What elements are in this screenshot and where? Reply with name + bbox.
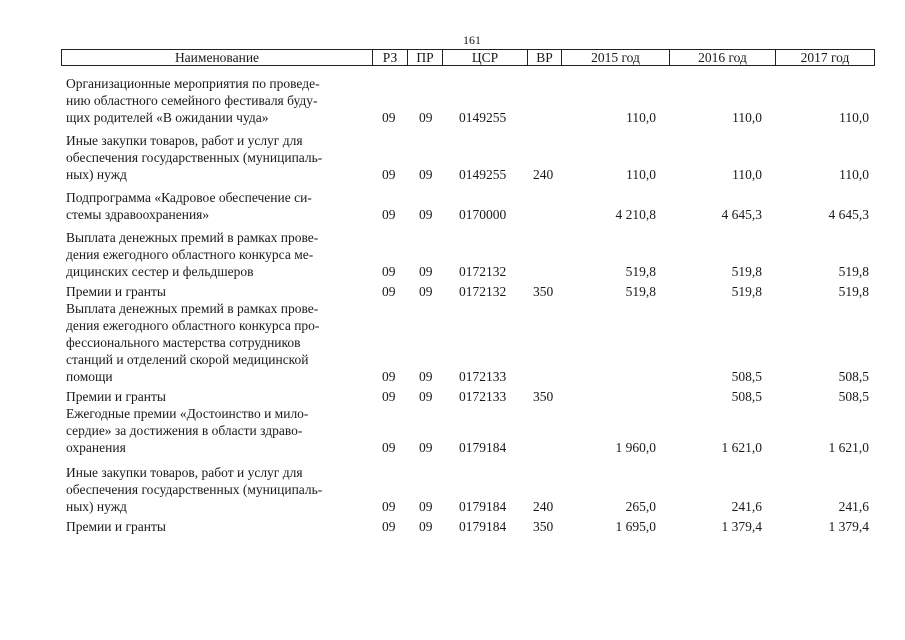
row-pr: 09 <box>419 499 433 514</box>
row-2017: 519,8 <box>838 284 869 299</box>
row-2017: 519,8 <box>838 264 869 279</box>
row-2015: 265,0 <box>625 499 656 514</box>
row-2015: 110,0 <box>626 167 656 182</box>
row-2017: 4 645,3 <box>828 207 869 222</box>
row-2016: 1 621,0 <box>721 440 762 455</box>
row-name: Иные закупки товаров, работ и услуг для обеспечения государственных (муниципаль- ных) нужд <box>66 133 323 182</box>
row-pr: 09 <box>419 440 433 455</box>
table-row <box>66 464 875 515</box>
row-name: Организационные мероприятия по проведе- нию областного семейного фестиваля буду- щих родителей «В ожидании чуда» <box>66 76 320 125</box>
table-row <box>66 405 875 456</box>
table-header <box>61 49 875 66</box>
row-pr: 09 <box>419 369 433 384</box>
row-rz: 09 <box>382 167 396 182</box>
row-2017: 1 379,4 <box>828 519 869 534</box>
header-name: Наименование <box>62 50 373 65</box>
row-name: Премии и гранты <box>66 284 166 299</box>
row-2016: 508,5 <box>731 389 762 404</box>
row-2016: 4 645,3 <box>721 207 762 222</box>
row-pr: 09 <box>419 167 433 182</box>
header-2015: 2015 год <box>562 50 670 65</box>
row-name: Подпрограмма «Кадровое обеспечение си- стемы здравоохранения» <box>66 190 312 222</box>
row-2017: 241,6 <box>838 499 869 514</box>
row-rz: 09 <box>382 519 396 534</box>
row-pr: 09 <box>419 207 433 222</box>
row-2017: 110,0 <box>839 110 869 125</box>
row-2016: 508,5 <box>731 369 762 384</box>
header-pr: ПР <box>408 50 443 65</box>
row-rz: 09 <box>382 264 396 279</box>
row-rz: 09 <box>382 369 396 384</box>
row-rz: 09 <box>382 284 396 299</box>
row-name: Выплата денежных премий в рамках прове- дения ежегодного областного конкурса ме- дицинских сестер и фельдшеров <box>66 230 319 279</box>
row-csr: 0149255 <box>459 167 507 182</box>
row-name: Иные закупки товаров, работ и услуг для обеспечения государственных (муниципаль- ных) нужд <box>66 465 323 514</box>
row-pr: 09 <box>419 284 433 299</box>
row-vr: 350 <box>533 389 554 404</box>
header-2016: 2016 год <box>670 50 776 65</box>
row-2017: 508,5 <box>838 369 869 384</box>
table-row <box>66 300 875 385</box>
header-vr: ВР <box>528 50 562 65</box>
row-2015: 110,0 <box>626 110 656 125</box>
row-2016: 110,0 <box>732 167 762 182</box>
table-row <box>66 229 875 280</box>
row-csr: 0172132 <box>459 264 507 279</box>
row-rz: 09 <box>382 389 396 404</box>
row-vr: 350 <box>533 284 554 299</box>
row-name: Премии и гранты <box>66 389 166 404</box>
row-vr: 240 <box>533 167 554 182</box>
page-number: 161 <box>463 33 481 47</box>
row-2017: 1 621,0 <box>828 440 869 455</box>
row-2016: 1 379,4 <box>721 519 762 534</box>
row-2017: 508,5 <box>838 389 869 404</box>
row-rz: 09 <box>382 110 396 125</box>
row-pr: 09 <box>419 389 433 404</box>
row-vr: 350 <box>533 519 554 534</box>
row-rz: 09 <box>382 440 396 455</box>
row-2015: 519,8 <box>625 264 656 279</box>
row-2016: 110,0 <box>732 110 762 125</box>
table-row <box>66 132 875 183</box>
row-csr: 0179184 <box>459 519 507 534</box>
header-csr: ЦСР <box>443 50 528 65</box>
row-csr: 0179184 <box>459 499 507 514</box>
row-vr: 240 <box>533 499 554 514</box>
row-pr: 09 <box>419 264 433 279</box>
row-2015: 1 695,0 <box>615 519 656 534</box>
row-name: Премии и гранты <box>66 519 166 534</box>
table-row <box>66 388 875 405</box>
row-2016: 519,8 <box>731 264 762 279</box>
row-csr: 0149255 <box>459 110 507 125</box>
row-pr: 09 <box>419 519 433 534</box>
header-2017: 2017 год <box>800 50 850 65</box>
row-name: Ежегодные премии «Достоинство и мило- сердие» за достижения в области здраво- охранения <box>66 406 309 455</box>
table-row <box>66 75 875 126</box>
table-row <box>66 283 875 300</box>
table-row <box>66 189 875 223</box>
header-rz: РЗ <box>373 50 408 65</box>
row-csr: 0172133 <box>459 369 507 384</box>
row-csr: 0170000 <box>459 207 507 222</box>
row-csr: 0172132 <box>459 284 507 299</box>
row-csr: 0179184 <box>459 440 507 455</box>
row-2015: 519,8 <box>625 284 656 299</box>
row-rz: 09 <box>382 499 396 514</box>
table-row <box>66 518 875 535</box>
row-csr: 0172133 <box>459 389 507 404</box>
row-name: Выплата денежных премий в рамках прове- дения ежегодного областного конкурса про- фессионального мастерства сотрудников станций и отделений скорой медицинской помощи <box>66 301 320 384</box>
row-2017: 110,0 <box>839 167 869 182</box>
row-2015: 4 210,8 <box>615 207 656 222</box>
row-rz: 09 <box>382 207 396 222</box>
row-2016: 519,8 <box>731 284 762 299</box>
row-pr: 09 <box>419 110 433 125</box>
row-2016: 241,6 <box>731 499 762 514</box>
row-2015: 1 960,0 <box>615 440 656 455</box>
